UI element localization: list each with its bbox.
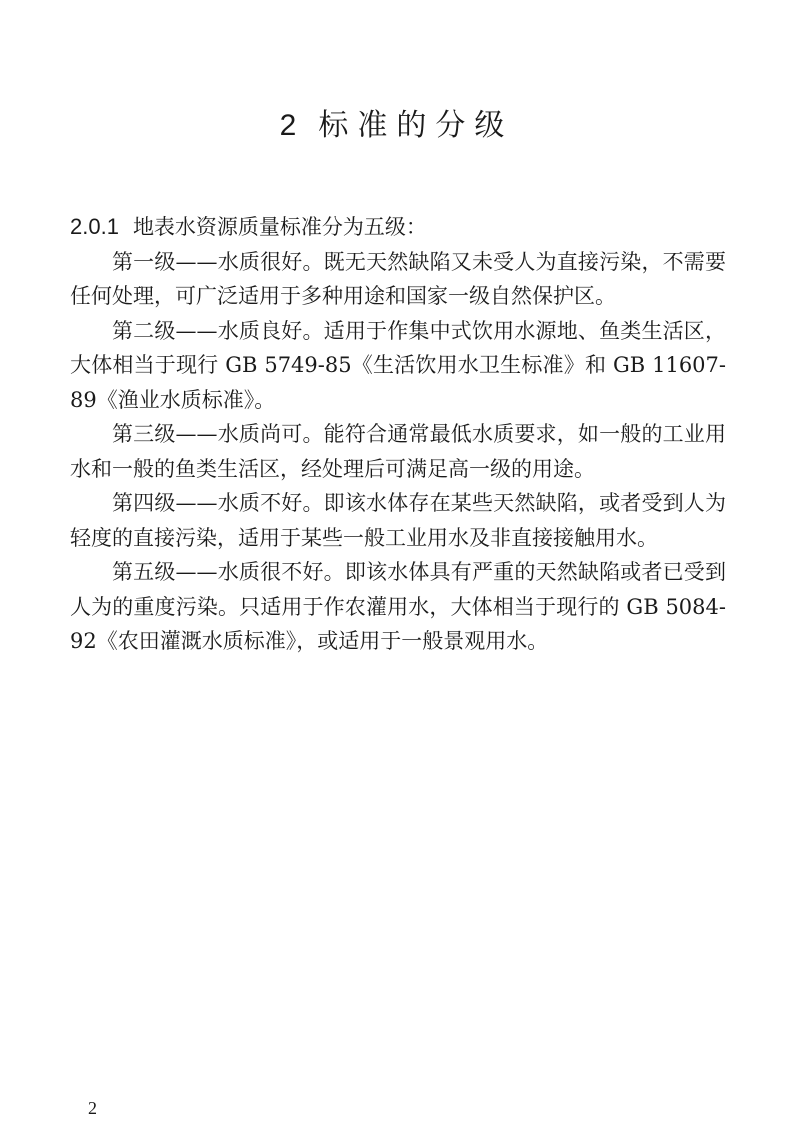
chapter-number: 2 [279,109,297,142]
page-number: 2 [88,1098,97,1118]
clause-heading-text: 地表水资源质量标准分为五级： [132,215,427,239]
paragraph-grade-4: 第四级——水质不好。即该水体存在某些天然缺陷，或者受到人为轻度的直接污染，适用于某些一般工业用水及非直接接触用水。 [70,491,726,550]
paragraph-grade-5: 第五级——水质很不好。即该水体具有严重的天然缺陷或者已受到人为的重度污染。只适用于作农灌用水，大体相当于现行的 GB 5084-92《农田灌溉水质标准》，或适用于一般景观用水。 [70,560,726,653]
document-body [70,210,726,659]
page-title [0,100,793,144]
paragraph-grade-2: 第二级——水质良好。适用于作集中式饮用水源地、鱼类生活区，大体相当于现行 GB 5749-85《生活饮用水卫生标准》和 GB 11607-89《渔业水质标准》。 [70,318,726,412]
paragraph-grade-3: 第三级——水质尚可。能符合通常最低水质要求，如一般的工业用水和一般的鱼类生活区，经处理后可满足高一级的用途。 [70,422,726,481]
clause-heading [70,210,726,245]
paragraph-grade-1: 第一级——水质很好。既无天然缺陷又未受人为直接污染，不需要任何处理，可广泛适用于多种用途和国家一级自然保护区。 [70,249,726,308]
clause-number: 2.0.1 [70,214,119,239]
chapter-title: 标准的分级 [318,108,514,143]
